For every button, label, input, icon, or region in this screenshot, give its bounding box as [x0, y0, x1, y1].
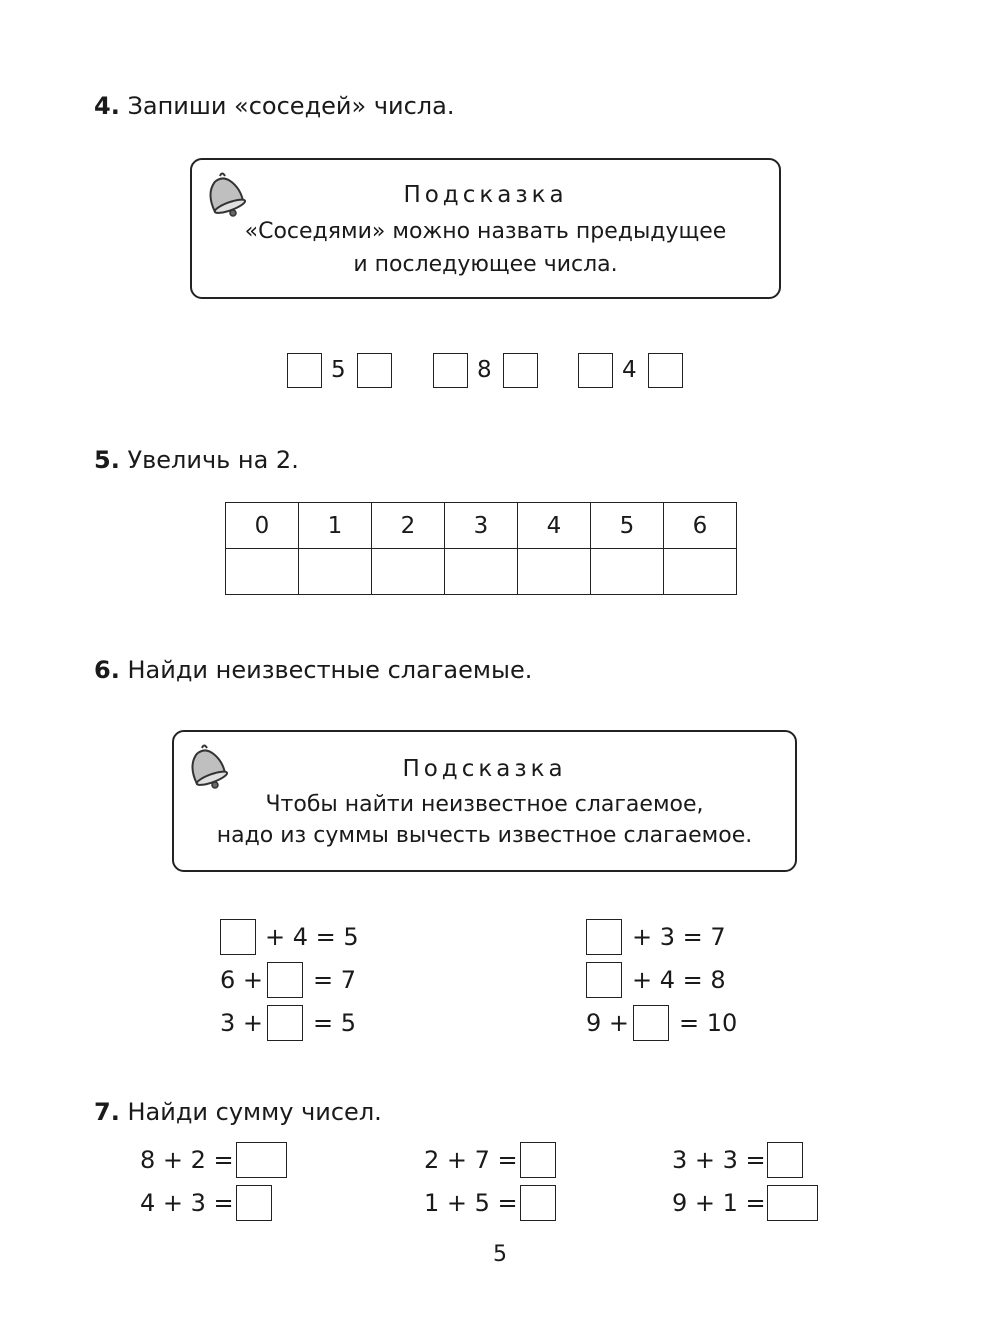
- answer-cell[interactable]: [664, 549, 737, 595]
- answer-box[interactable]: [236, 1142, 287, 1178]
- hint-line-2: и последующее числа.: [353, 252, 618, 277]
- answer-box[interactable]: [633, 1005, 669, 1041]
- task-5-number: 5.: [94, 446, 120, 474]
- sum-expression: 9 + 1 =: [672, 1189, 766, 1217]
- sum-expression: 1 + 5 =: [424, 1189, 518, 1217]
- answer-box[interactable]: [267, 1005, 303, 1041]
- answer-box[interactable]: [578, 353, 613, 388]
- task-5-heading: [94, 446, 299, 474]
- answer-box[interactable]: [503, 353, 538, 388]
- equation-part: = 10: [679, 1009, 738, 1037]
- answer-cell[interactable]: [372, 549, 445, 595]
- equation-part: + 4 = 8: [632, 966, 726, 994]
- task-6-heading: [94, 656, 532, 684]
- answer-box[interactable]: [767, 1185, 818, 1221]
- task-6-title: Найди неизвестные слагаемые.: [127, 656, 533, 684]
- equation-part: = 5: [313, 1009, 357, 1037]
- hint-line-2: надо из суммы вычесть известное слагаемое.: [216, 823, 753, 848]
- answer-box[interactable]: [357, 353, 392, 388]
- task-5-title: Увеличь на 2.: [127, 446, 299, 474]
- equation-part: = 7: [313, 966, 357, 994]
- table-cell: 3: [445, 503, 518, 549]
- table-cell: 5: [591, 503, 664, 549]
- answer-box[interactable]: [586, 919, 622, 955]
- sum-expression: 8 + 2 =: [140, 1146, 234, 1174]
- hint-title: Подсказка: [402, 756, 567, 782]
- neighbour-number: 4: [622, 357, 637, 383]
- task-6-number: 6.: [94, 656, 120, 684]
- sum-expression: 3 + 3 =: [672, 1146, 766, 1174]
- task-7-number: 7.: [94, 1098, 120, 1126]
- neighbour-number: 8: [477, 357, 492, 383]
- task-7-title: Найди сумму чисел.: [127, 1098, 382, 1126]
- hint-title: Подсказка: [403, 182, 568, 208]
- page-number: 5: [493, 1242, 507, 1267]
- table-cell: 0: [226, 503, 299, 549]
- table-cell: 1: [299, 503, 372, 549]
- answer-box[interactable]: [267, 962, 303, 998]
- task-4-number: 4.: [94, 92, 120, 120]
- hint-box-task-6: [172, 730, 797, 872]
- answer-cell[interactable]: [518, 549, 591, 595]
- answer-box[interactable]: [648, 353, 683, 388]
- answer-cell[interactable]: [445, 549, 518, 595]
- table-header-row: [226, 503, 737, 549]
- answer-box[interactable]: [767, 1142, 803, 1178]
- answer-cell[interactable]: [226, 549, 299, 595]
- hint-line-1: «Соседями» можно назвать предыдущее: [244, 219, 727, 244]
- hint-box-task-4: [190, 158, 781, 299]
- task-4-heading: [94, 92, 454, 120]
- answer-box[interactable]: [287, 353, 322, 388]
- equation-part: 9 +: [586, 1009, 630, 1037]
- table-cell: 2: [372, 503, 445, 549]
- sum-expression: 4 + 3 =: [140, 1189, 234, 1217]
- answer-box[interactable]: [586, 962, 622, 998]
- equation-part: + 3 = 7: [632, 923, 726, 951]
- sum-expression: 2 + 7 =: [424, 1146, 518, 1174]
- hint-line-1: Чтобы найти неизвестное слагаемое,: [265, 792, 704, 817]
- equation-part: + 4 = 5: [265, 923, 359, 951]
- answer-cell[interactable]: [591, 549, 664, 595]
- task-7-heading: [94, 1098, 382, 1126]
- table-cell: 4: [518, 503, 591, 549]
- task-4-title: Запиши «соседей» числа.: [127, 92, 455, 120]
- table-cell: 6: [664, 503, 737, 549]
- equation-part: 3 +: [220, 1009, 264, 1037]
- equation-part: 6 +: [220, 966, 264, 994]
- table-answer-row: [226, 549, 737, 595]
- answer-box[interactable]: [433, 353, 468, 388]
- answer-box[interactable]: [220, 919, 256, 955]
- increase-table: [225, 502, 737, 595]
- answer-cell[interactable]: [299, 549, 372, 595]
- answer-box[interactable]: [520, 1185, 556, 1221]
- answer-box[interactable]: [236, 1185, 272, 1221]
- neighbour-number: 5: [331, 357, 346, 383]
- answer-box[interactable]: [520, 1142, 556, 1178]
